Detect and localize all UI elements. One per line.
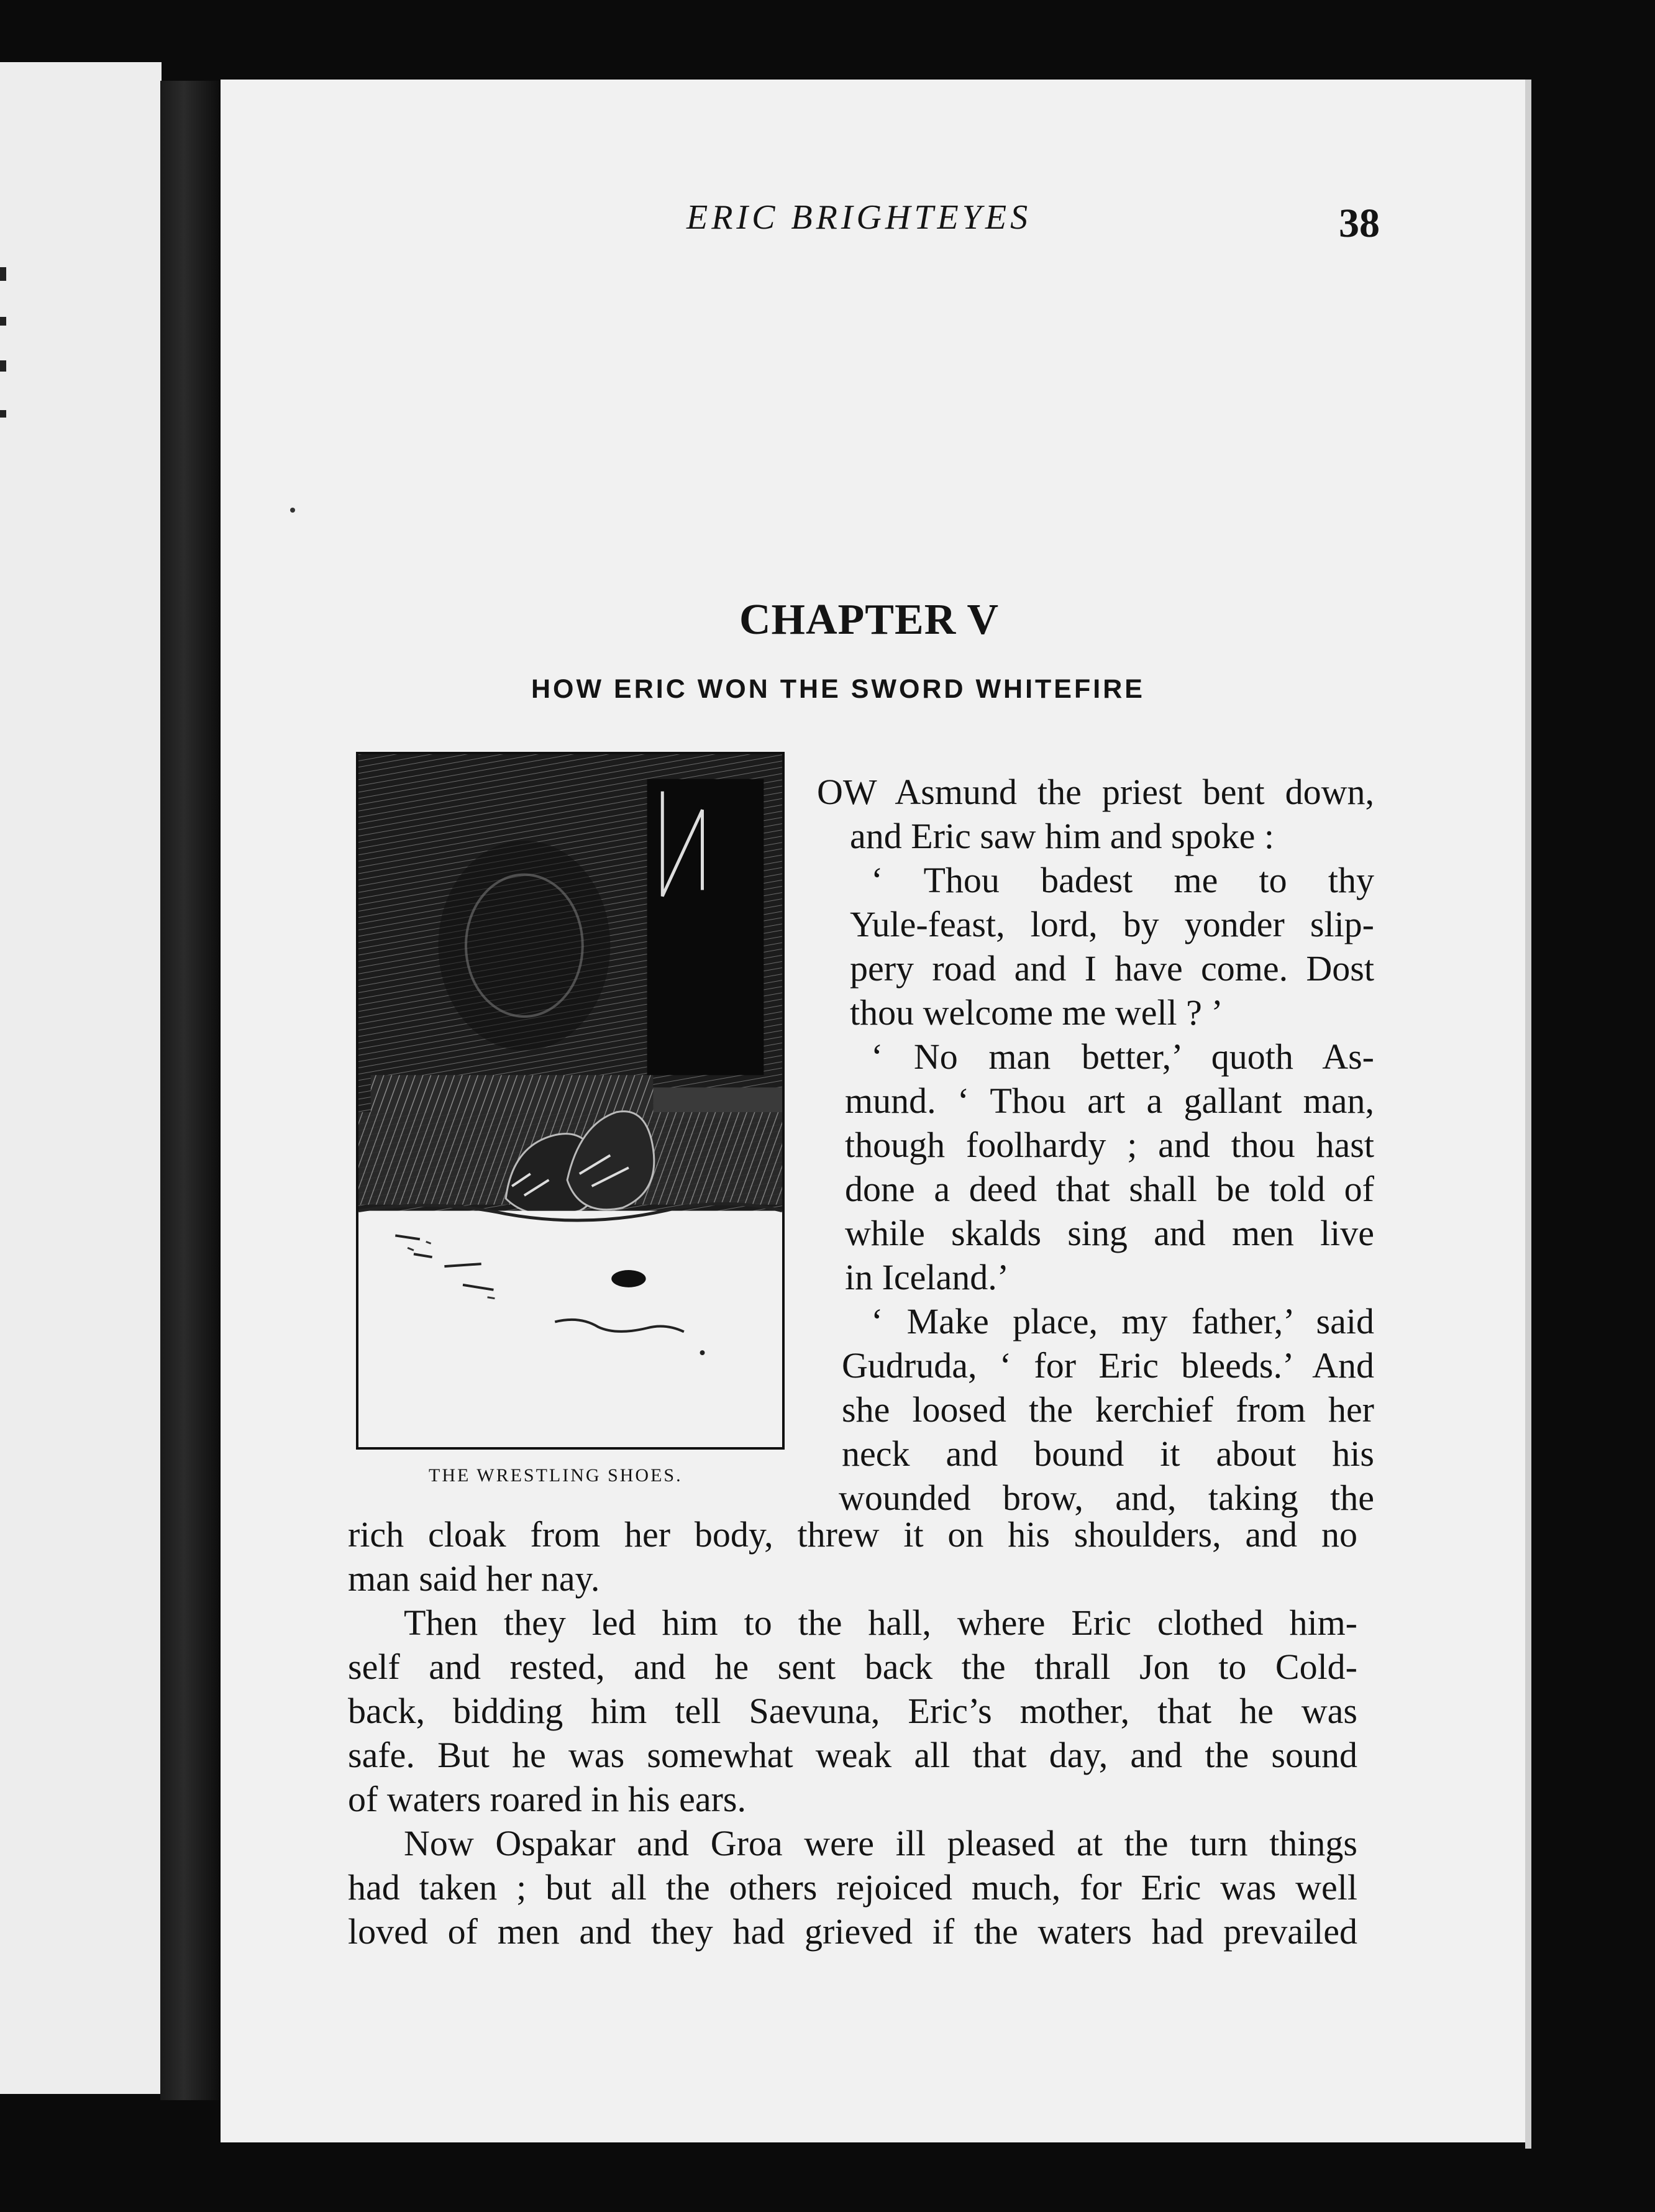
text-line: though foolhardy ; and thou hast bbox=[845, 1125, 1374, 1165]
text-line: ‘ No man better,’ quoth As- bbox=[871, 1036, 1374, 1077]
text-line: while skalds sing and men live bbox=[845, 1213, 1374, 1253]
chapter-title: CHAPTER V bbox=[739, 596, 1000, 644]
book-gutter-shadow bbox=[160, 81, 219, 2100]
text-line: pery road and I have come. Dost bbox=[850, 948, 1374, 989]
text-line: had taken ; but all the others rejoiced much, for Eric was well bbox=[348, 1867, 1357, 1908]
text-line: done a deed that shall be told of bbox=[845, 1169, 1374, 1209]
text-line: mund. ‘ Thou art a gallant man, bbox=[845, 1081, 1374, 1121]
text-line: ‘ Make place, my father,’ said bbox=[871, 1301, 1374, 1341]
text-line: and Eric saw him and spoke : bbox=[850, 816, 1274, 856]
page-edge bbox=[1525, 80, 1531, 2149]
facing-page-print-marks bbox=[0, 267, 9, 429]
wrestling-shoes-illustration bbox=[356, 752, 785, 1450]
facing-page bbox=[0, 62, 162, 2094]
text-line: Then they led him to the hall, where Eric clothed him- bbox=[404, 1602, 1357, 1643]
text-line: loved of men and they had grieved if the waters had prevailed bbox=[348, 1911, 1357, 1952]
text-line: Now Ospakar and Groa were ill pleased at the turn things bbox=[404, 1823, 1357, 1863]
text-line: wounded brow, and, taking the bbox=[839, 1478, 1374, 1518]
print-speck bbox=[290, 508, 295, 513]
text-line: OW Asmund the priest bent down, bbox=[817, 772, 1374, 812]
text-line: she loosed the kerchief from her bbox=[842, 1389, 1374, 1430]
text-line: ‘ Thou badest me to thy bbox=[871, 860, 1374, 900]
text-line: back, bidding him tell Saevuna, Eric’s mother, that he was bbox=[348, 1691, 1357, 1731]
running-head: ERIC BRIGHTEYES bbox=[686, 198, 1032, 237]
text-line: of waters roared in his ears. bbox=[348, 1779, 746, 1819]
text-line: thou welcome me well ? ’ bbox=[850, 992, 1223, 1033]
text-line: man said her nay. bbox=[348, 1558, 600, 1599]
illustration-caption: THE WRESTLING SHOES. bbox=[429, 1465, 683, 1486]
text-line: Gudruda, ‘ for Eric bleeds.’ And bbox=[842, 1345, 1374, 1386]
text-line: neck and bound it about his bbox=[842, 1433, 1374, 1474]
text-line: self and rested, and he sent back the thrall Jon to Cold- bbox=[348, 1647, 1357, 1687]
page-number: 38 bbox=[1339, 201, 1380, 246]
text-line: Yule-feast, lord, by yonder slip- bbox=[850, 904, 1374, 944]
chapter-subtitle: HOW ERIC WON THE SWORD WHITEFIRE bbox=[531, 674, 1145, 704]
text-line: in Iceland.’ bbox=[845, 1257, 1010, 1297]
text-line: rich cloak from her body, threw it on his shoulders, and no bbox=[348, 1514, 1357, 1555]
engraving-image bbox=[358, 754, 782, 1447]
text-line: safe. But he was somewhat weak all that day, and the sound bbox=[348, 1735, 1357, 1775]
